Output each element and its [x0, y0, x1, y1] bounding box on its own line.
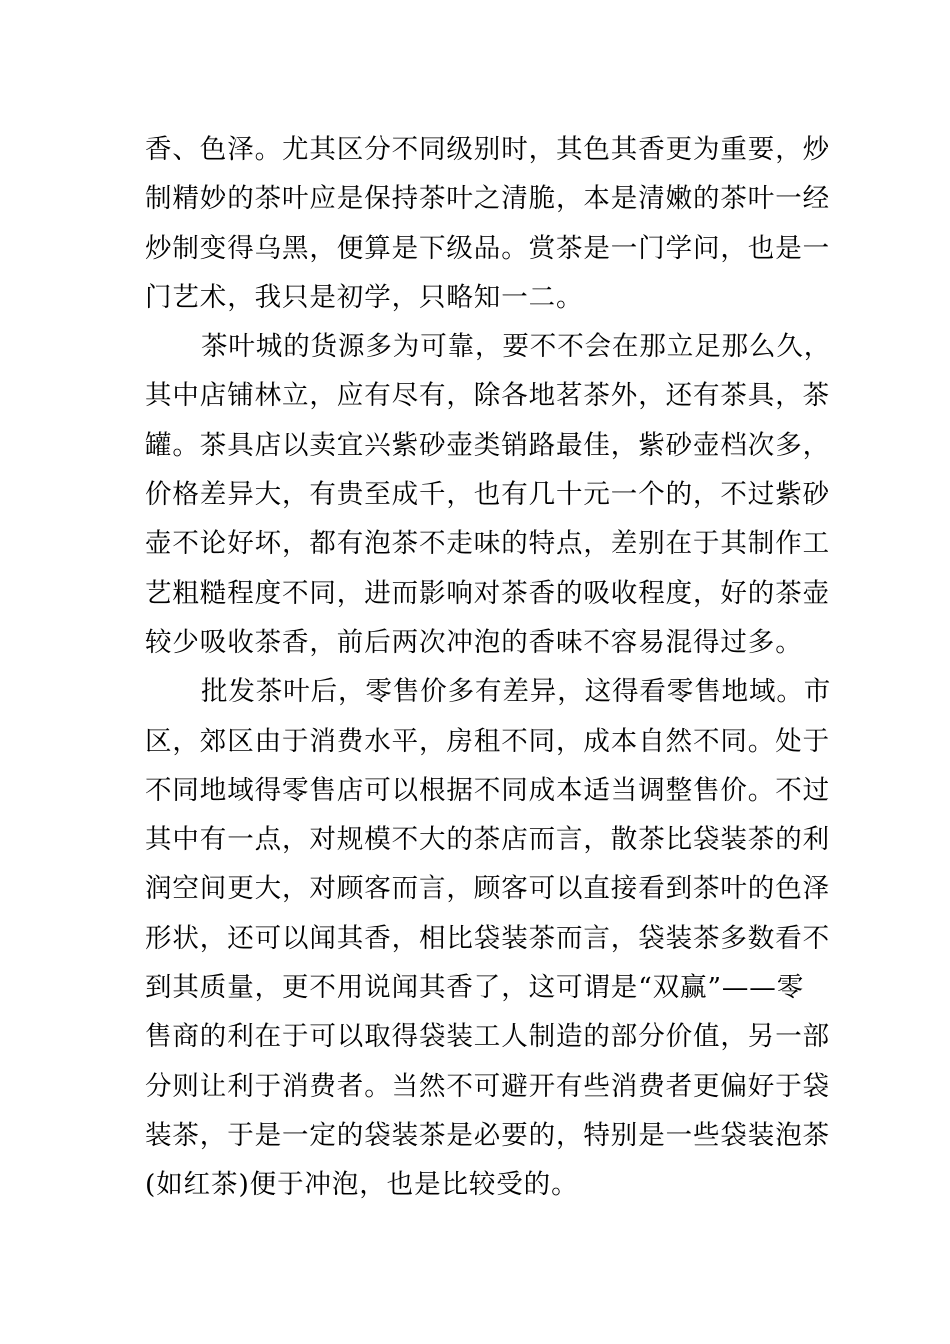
- text-line-5-paragraph-start: 茶叶城的货源多为可靠，要不不会在那立足那么久，: [201, 331, 832, 363]
- text-line-2: 制精妙的茶叶应是保持茶叶之清脆，本是清嫩的茶叶一经: [145, 183, 830, 215]
- text-line-20: 分则让利于消费者。当然不可避开有些消费者更偏好于袋: [145, 1070, 830, 1102]
- text-line-21: 装茶，于是一定的袋装茶是必要的，特别是一些袋装泡茶: [145, 1119, 830, 1151]
- text-line-7: 罐。茶具店以卖宜兴紫砂壶类销路最佳，紫砂壶档次多，: [145, 429, 830, 461]
- text-line-17: 形状，还可以闻其香，相比袋装茶而言，袋装茶多数看不: [145, 922, 830, 954]
- text-line-12-paragraph-start: 批发茶叶后，零售价多有差异，这得看零售地域。市: [201, 676, 832, 708]
- text-line-11: 较少吸收茶香，前后两次冲泡的香味不容易混得过多。: [145, 626, 803, 658]
- body-text: [145, 125, 832, 1210]
- text-line-18: 到其质量，更不用说闻其香了，这可谓是“双赢”——零: [145, 972, 805, 1004]
- text-line-3: 炒制变得乌黑，便算是下级品。赏茶是一门学问，也是一: [145, 232, 830, 264]
- text-line-10: 艺粗糙程度不同，进而影响对茶香的吸收程度，好的茶壶: [145, 577, 830, 609]
- text-line-9: 壶不论好坏，都有泡茶不走味的特点，差别在于其制作工: [145, 528, 830, 560]
- text-line-19: 售商的利在于可以取得袋装工人制造的部分价值，另一部: [145, 1021, 830, 1053]
- text-line-13: 区，郊区由于消费水平，房租不同，成本自然不同。处于: [145, 725, 830, 757]
- text-line-4: 门艺术，我只是初学，只略知一二。: [145, 281, 584, 313]
- text-line-8: 价格差异大，有贵至成千，也有几十元一个的，不过紫砂: [145, 479, 830, 511]
- text-line-15: 其中有一点，对规模不大的茶店而言，散茶比袋装茶的利: [145, 824, 830, 856]
- text-line-22: (如红茶)便于冲泡，也是比较受的。: [145, 1169, 579, 1201]
- text-line-16: 润空间更大，对顾客而言，顾客可以直接看到茶叶的色泽: [145, 873, 830, 905]
- text-line-14: 不同地域得零售店可以根据不同成本适当调整售价。不过: [145, 774, 830, 806]
- text-line-6: 其中店铺林立，应有尽有，除各地茗茶外，还有茶具，茶: [145, 380, 830, 412]
- text-line-1: 香、色泽。尤其区分不同级别时，其色其香更为重要，炒: [145, 134, 830, 165]
